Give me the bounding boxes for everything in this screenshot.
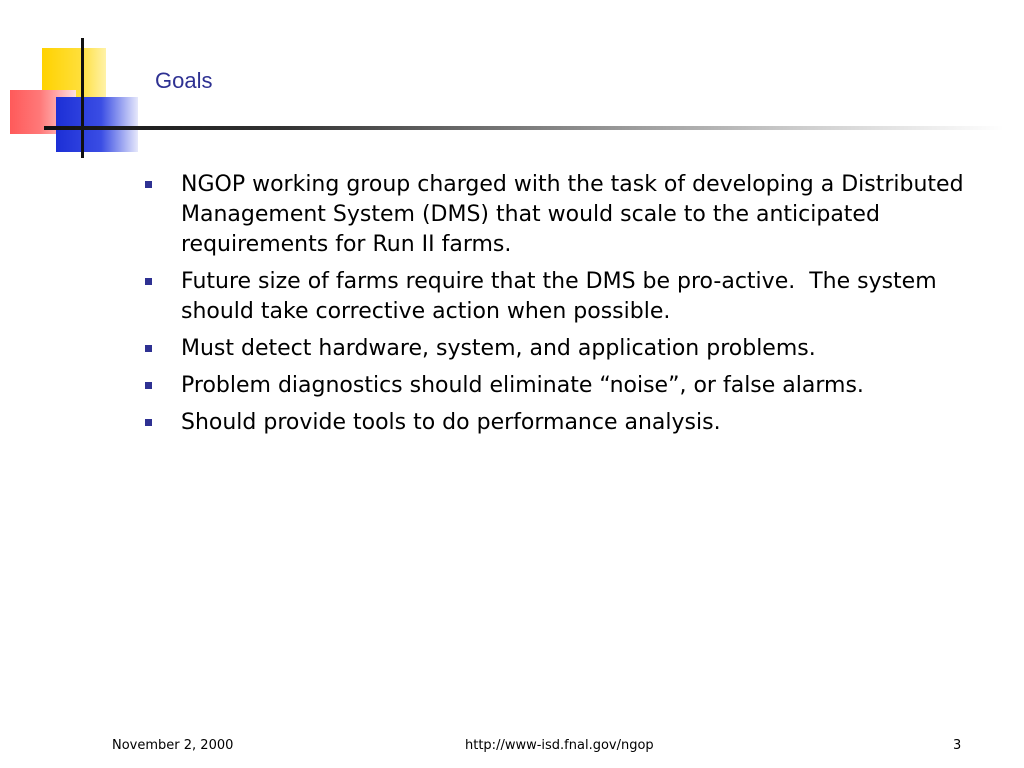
bullet-item: [140, 334, 990, 364]
slide-title: Goals: [155, 68, 213, 93]
square-bullet-icon: [145, 419, 152, 426]
colored-squares-logo-icon: [0, 0, 160, 170]
bullet-text: Future size of farms require that the DMS be pro-active. The system should take corrective action when possible.: [181, 269, 944, 324]
footer-page-number: 3: [953, 738, 962, 753]
vertical-rule: [81, 38, 84, 158]
bullet-item: [140, 371, 990, 401]
bullet-item: [140, 170, 990, 260]
bullet-text: Problem diagnostics should eliminate “noise”, or false alarms.: [181, 373, 864, 398]
footer-date: November 2, 2000: [112, 738, 234, 753]
square-bullet-icon: [145, 278, 152, 285]
bullet-text: Should provide tools to do performance analysis.: [181, 410, 721, 435]
square-bullet-icon: [145, 181, 152, 188]
bullet-item: [140, 408, 990, 438]
square-bullet-icon: [145, 382, 152, 389]
title-underline-rule: [44, 126, 1004, 130]
bullet-item: [140, 267, 990, 327]
square-bullet-icon: [145, 345, 152, 352]
bullet-list: [140, 170, 990, 445]
blue-square: [56, 97, 138, 152]
bullet-text: NGOP working group charged with the task of developing a Distributed Management System (DMS) that would scale to the anticipated requirements for Run II farms.: [181, 172, 964, 257]
footer-url: http://www-isd.fnal.gov/ngop: [465, 738, 654, 753]
bullet-text: Must detect hardware, system, and application problems.: [181, 336, 816, 361]
